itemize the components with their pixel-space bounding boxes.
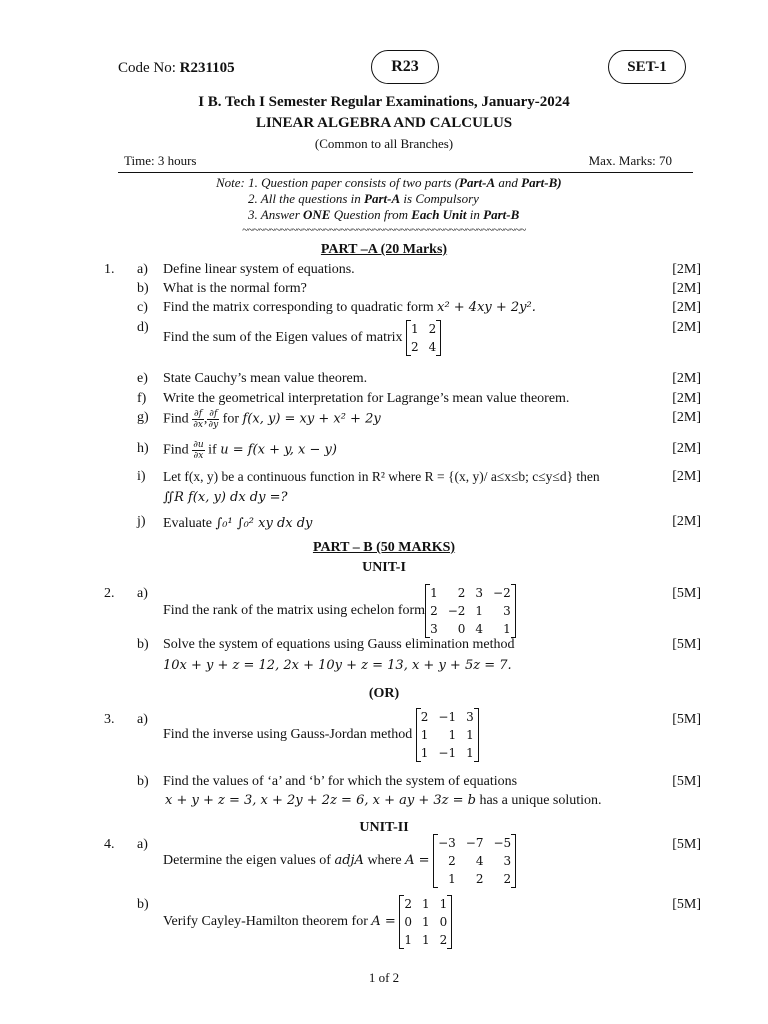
- matrix-cell: 1: [466, 746, 474, 760]
- question-1f-text: Write the geometrical interpretation for Lagrange’s mean value theorem.: [163, 391, 570, 406]
- matrix-cell: 3: [430, 622, 438, 636]
- page-number: 1 of 2: [368, 970, 400, 985]
- matrix-cell: 2: [430, 604, 438, 618]
- item-label: a): [137, 837, 148, 852]
- question-2b-text: Solve the system of equations using Gauss elimination method: [163, 637, 515, 652]
- item-label: b): [137, 281, 149, 296]
- max-marks-label: Max. Marks: 70: [588, 153, 672, 168]
- matrix-4b: [399, 895, 452, 949]
- matrix-cell: 1: [430, 586, 438, 600]
- matrix-cell: −2: [493, 586, 511, 600]
- matrix-cell: 1: [421, 897, 430, 911]
- matrix-cell: −3: [438, 836, 456, 850]
- matrix-cell: 1: [503, 622, 511, 636]
- fraction-df-dx: $\frac{\partial f}{\partial x}$: [193, 409, 203, 430]
- time-label: Time: 3 hours: [124, 153, 197, 168]
- question-1j-text: Evaluate ∫₀¹ ∫₀² xy dx dy: [163, 516, 313, 531]
- item-label: d): [137, 320, 149, 335]
- matrix-4a: [433, 834, 516, 888]
- marks-1i: [2M]: [672, 469, 701, 484]
- question-1c-text: Find the matrix corresponding to quadratic form x² + 4xy + 2y².: [163, 300, 536, 315]
- fraction-du-dx: $\frac{\partial u}{\partial x}$: [193, 440, 204, 461]
- matrix-cell: 0: [404, 915, 412, 929]
- matrix-cell: 3: [466, 710, 474, 724]
- question-3b-text: Find the values of ‘a’ and ‘b’ for which the system of equations: [163, 774, 518, 789]
- marks-1e: [2M]: [672, 371, 701, 386]
- matrix-cell: 3: [503, 854, 512, 868]
- part-a-title: PART –A (20 Marks): [320, 242, 448, 257]
- item-label: i): [137, 469, 146, 484]
- matrix-cell: 1: [404, 933, 412, 947]
- question-4-number: 4.: [104, 837, 115, 852]
- item-label: a): [137, 586, 148, 601]
- matrix-cell: 4: [475, 622, 484, 636]
- matrix-cell: 0: [457, 622, 466, 636]
- item-label: b): [137, 897, 149, 912]
- question-1g-text: Find $\frac{\partial f}{\partial x}$ , $\frac{\partial f}{\partial y}$ for f(x, y) = xy + x² + 2y: [163, 409, 381, 430]
- question-1h-text: Find $\frac{\partial u}{\partial x}$ if u = f(x + y, x − y): [163, 440, 337, 461]
- marks-1h: [2M]: [672, 441, 701, 456]
- or-separator: (OR): [368, 686, 400, 701]
- matrix-cell: 4: [475, 854, 484, 868]
- question-4a-text: Determine the eigen values of adjA where A = −3 −7 −5 2 4 3 1 2 2: [163, 834, 516, 888]
- item-label: g): [137, 410, 149, 425]
- matrix-cell: 1: [448, 872, 456, 886]
- matrix-cell: 2: [503, 872, 512, 886]
- marks-4b: [5M]: [672, 897, 701, 912]
- question-1i-text: Let f(x, y) be a continuous function in R² where R = {(x, y)/ a≤x≤b; c≤y≤d} then: [163, 469, 600, 484]
- matrix-1d: [406, 320, 441, 356]
- marks-2b: [5M]: [672, 637, 701, 652]
- item-label: a): [137, 262, 148, 277]
- matrix-cell: −1: [438, 746, 457, 760]
- question-3-number: 3.: [104, 712, 115, 727]
- matrix-cell: 3: [475, 586, 484, 600]
- note-line-2: 2. All the questions in Part-A is Compulsory: [248, 191, 479, 206]
- item-label: e): [137, 371, 148, 386]
- marks-1g: [2M]: [672, 410, 701, 425]
- matrix-cell: 2: [420, 710, 429, 724]
- matrix-cell: 2: [448, 854, 456, 868]
- item-label: b): [137, 637, 149, 652]
- question-4b-text: Verify Cayley-Hamilton theorem for A = 2 1 1 0 1 0 1 1 2: [163, 895, 452, 949]
- question-2a-text: Find the rank of the matrix using echelon form 1 2 3 −2 2 −2 1 3 3 0 4 1: [163, 584, 516, 638]
- common-note: (Common to all Branches): [314, 136, 454, 151]
- question-1a-text: Define linear system of equations.: [163, 262, 355, 277]
- marks-2a: [5M]: [672, 586, 701, 601]
- matrix-cell: 1: [421, 915, 430, 929]
- matrix-cell: 2: [411, 340, 419, 354]
- question-2-number: 2.: [104, 586, 115, 601]
- matrix-cell: 1: [421, 933, 430, 947]
- matrix-cell: −7: [465, 836, 484, 850]
- question-1b-text: What is the normal form?: [163, 281, 307, 296]
- unit-2-title: UNIT-II: [359, 820, 409, 835]
- tilde-separator: ~~~~~~~~~~~~~~~~~~~~~~~~~~~~~~~~~~~~~~~~~~~~~~~~~~~~: [242, 224, 526, 236]
- matrix-cell: 4: [428, 340, 437, 354]
- matrix-cell: 1: [420, 746, 429, 760]
- matrix-cell: 1: [439, 897, 448, 911]
- question-2b-equations: 10x + y + z = 12, 2x + 10y + z = 13, x + y + 5z = 7.: [163, 658, 512, 673]
- matrix-cell: 2: [475, 872, 484, 886]
- matrix-cell: 1: [466, 728, 474, 742]
- matrix-cell: −2: [447, 604, 466, 618]
- marks-3b: [5M]: [672, 774, 701, 789]
- matrix-2a: [425, 584, 516, 638]
- marks-3a: [5M]: [672, 712, 701, 727]
- marks-1d: [2M]: [672, 320, 701, 335]
- matrix-cell: 1: [448, 728, 457, 742]
- marks-1c: [2M]: [672, 300, 701, 315]
- code-number: Code No: R231105: [118, 60, 235, 76]
- matrix-cell: 2: [404, 897, 412, 911]
- question-3b-equations: x + y + z = 3, x + 2y + 2z = 6, x + ay + 3z = b has a unique solution.: [165, 793, 602, 808]
- matrix-cell: 0: [439, 915, 448, 929]
- note-line-3: 3. Answer ONE Question from Each Unit in Part-B: [248, 207, 520, 222]
- item-label: c): [137, 300, 148, 315]
- matrix-cell: 2: [439, 933, 448, 947]
- set-badge: SET-1: [608, 50, 686, 84]
- regulation-badge: R23: [371, 50, 439, 84]
- matrix-cell: 1: [420, 728, 429, 742]
- marks-4a: [5M]: [672, 837, 701, 852]
- item-label: f): [137, 391, 147, 406]
- subject-title: LINEAR ALGEBRA AND CALCULUS: [255, 115, 513, 131]
- matrix-cell: −5: [493, 836, 512, 850]
- exam-title: I B. Tech I Semester Regular Examinations, January-2024: [198, 94, 570, 110]
- note-line-1: Note: 1. Question paper consists of two parts (Part-A and Part-B): [216, 175, 562, 190]
- question-1i-integral: ∬R f(x, y) dx dy =?: [163, 490, 288, 505]
- fraction-df-dy: $\frac{\partial f}{\partial y}$: [208, 409, 219, 430]
- marks-1f: [2M]: [672, 391, 701, 406]
- matrix-cell: 2: [428, 322, 437, 336]
- matrix-cell: −1: [438, 710, 457, 724]
- question-1e-text: State Cauchy’s mean value theorem.: [163, 371, 368, 386]
- marks-1j: [2M]: [672, 514, 701, 529]
- matrix-cell: 2: [457, 586, 466, 600]
- marks-1a: [2M]: [672, 262, 701, 277]
- matrix-3a: [416, 708, 479, 762]
- question-3a-text: Find the inverse using Gauss-Jordan method 2 −1 3 1 1 1 1 −1 1: [163, 708, 479, 762]
- question-1-number: 1.: [104, 262, 115, 277]
- header-rule: [118, 172, 693, 173]
- question-1d-text: Find the sum of the Eigen values of matrix 1 2 2 4: [163, 320, 441, 356]
- matrix-cell: 3: [503, 604, 511, 618]
- part-b-title: PART – B (50 MARKS): [312, 540, 456, 555]
- item-label: b): [137, 774, 149, 789]
- item-label: h): [137, 441, 149, 456]
- unit-1-title: UNIT-I: [362, 560, 406, 575]
- item-label: j): [137, 514, 146, 529]
- matrix-cell: 1: [475, 604, 484, 618]
- marks-1b: [2M]: [672, 281, 701, 296]
- item-label: a): [137, 712, 148, 727]
- matrix-cell: 1: [411, 322, 419, 336]
